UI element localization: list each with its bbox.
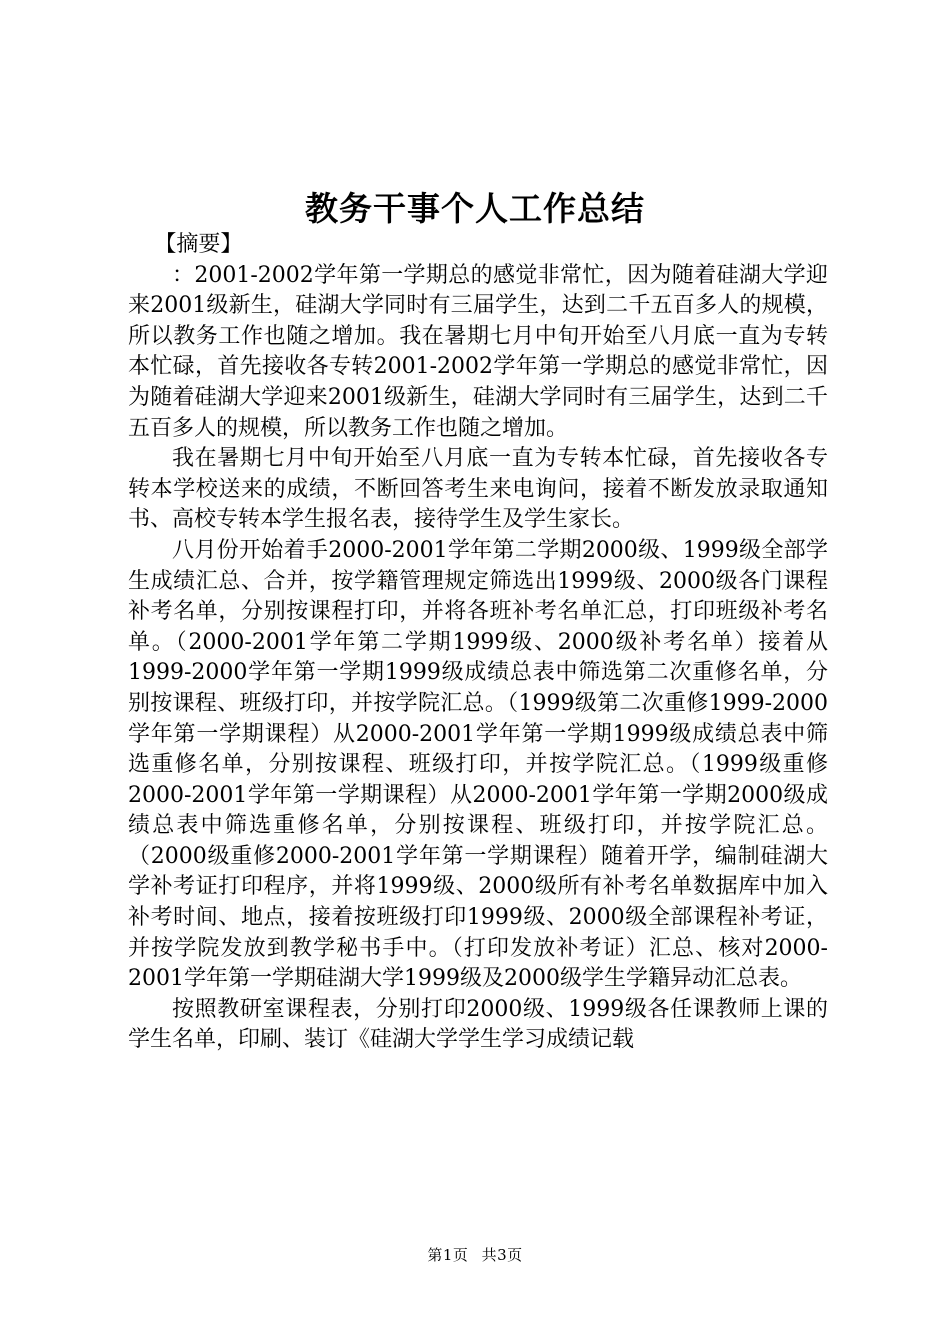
document-title: 教务干事个人工作总结 [305, 189, 645, 228]
paragraph-2: 我在暑期七月中旬开始至八月底一直为专转本忙碌，首先接收各专转本学校送来的成绩，不断回答考生来电询问，接着不断发放录取通知书、高校专转本学生报名表，接待学生及学生家长。 [128, 446, 828, 533]
paragraph-1: ：2001-2002学年第一学期总的感觉非常忙，因为随着硅湖大学迎来2001级新生，硅湖大学同时有三届学生，达到二千五百多人的规模，所以教务工作也随之增加。我在暑期七月中旬开始至八月底一直为专转本忙碌，首先接收各专转2001-2002学年第一学期总的感觉非常忙，因为随着硅湖大学迎来2001级新生，硅湖大学同时有三届学生，达到二千五百多人的规模，所以教务工作也随之增加。 [128, 262, 828, 441]
page-footer [0, 1244, 950, 1265]
document-body [128, 230, 828, 1056]
page-number: 第1页 [427, 1246, 469, 1264]
paragraph-3: 八月份开始着手2000-2001学年第二学期2000级、1999级全部学生成绩汇总、合并，按学籍管理规定筛选出1999级、2000级各门课程补考名单，分别按课程打印，并将各班补考名单汇总，打印班级补考名单。（2000-2001学年第二学期1999级、2000级补考名单）接着从1999-2000学年第一学期1999级成绩总表中筛选第二次重修名单，分别按课程、班级打印，并按学院汇总。（1999级第二次重修1999-2000学年第一学期课程）从2000-2001学年第一学期1999级成绩总表中筛选重修名单，分别按课程、班级打印，并按学院汇总。（1999级重修2000-2001学年第一学期课程）从2000-2001学年第一学期2000级成绩总表中筛选重修名单，分别按课程、班级打印，并按学院汇总。（2000级重修2000-2001学年第一学期课程）随着开学，编制硅湖大学补考证打印程序，并将1999级、2000级所有补考名单数据库中加入补考时间、地点，接着按班级打印1999级、2000级全部课程补考证，并按学院发放到教学秘书手中。（打印发放补考证）汇总、核对2000-2001学年第一学期硅湖大学1999级及2000级学生学籍异动汇总表。 [128, 537, 828, 992]
abstract-label: 【摘要】 [154, 232, 243, 257]
paragraph-4: 按照教研室课程表，分别打印2000级、1999级各任课教师上课的学生名单，印刷、装订《硅湖大学学生学习成绩记载 [128, 996, 828, 1053]
page-total: 共3页 [481, 1246, 523, 1264]
